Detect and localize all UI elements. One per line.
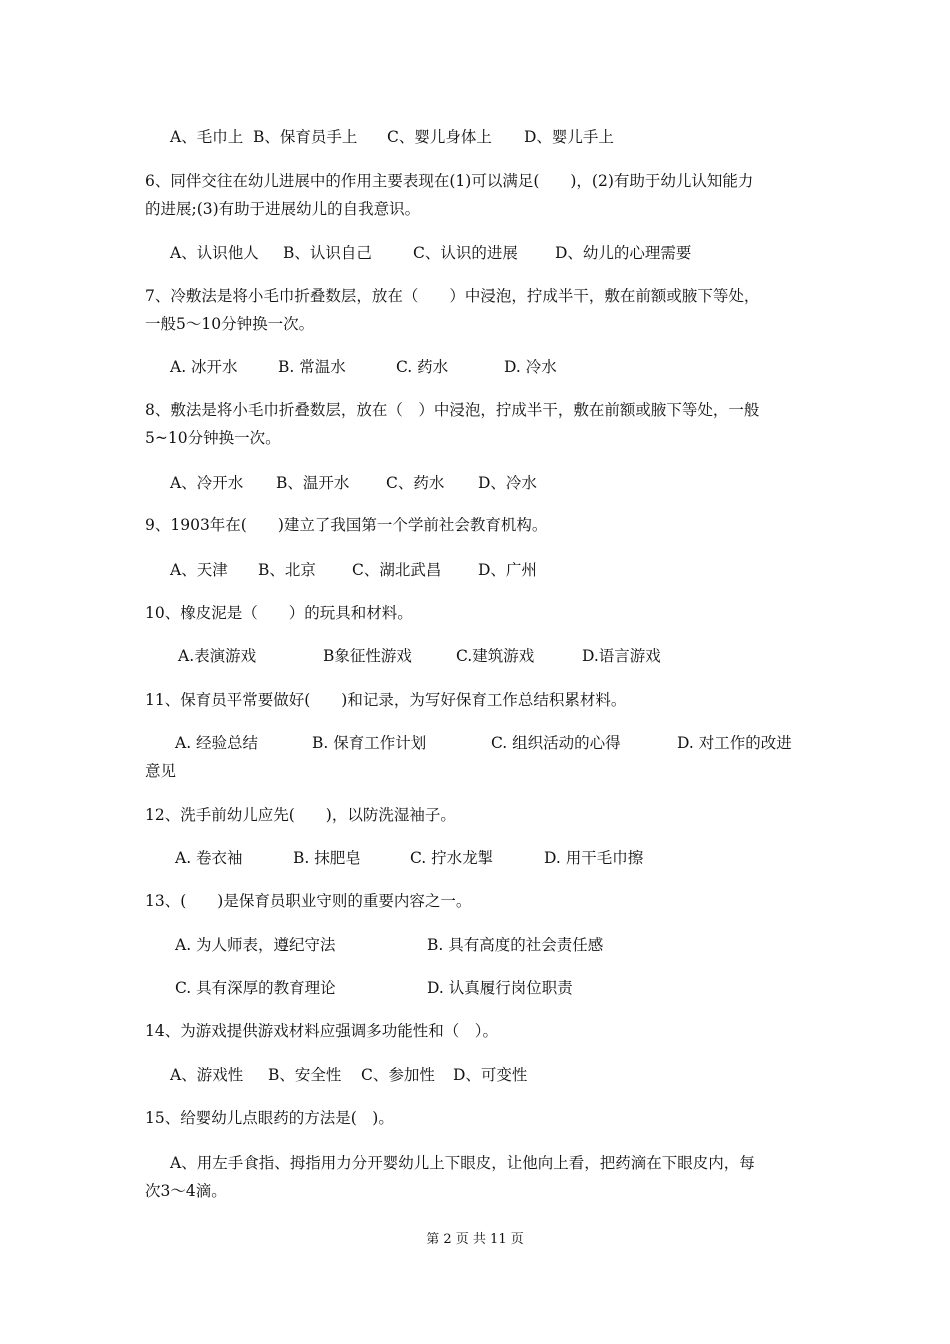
q13-options-row1 <box>175 935 603 955</box>
q15-option-a-line1: A、用左手食指、拇指用力分开婴幼儿上下眼皮，让他向上看，把药滴在下眼皮内，每 <box>170 1154 755 1172</box>
q8-question-line1: 8、敷法是将小毛巾折叠数层，放在（ ）中浸泡，拧成半干，敷在前额或腋下等处，一般 <box>145 401 760 419</box>
q7-question-line2: 一般5～10分钟换一次。 <box>145 315 315 333</box>
q12-option-d: D. 用干毛巾擦 <box>544 849 644 867</box>
q11-options <box>175 733 792 753</box>
q9-option-d: D、广州 <box>478 561 537 579</box>
q9-option-c: C、湖北武昌 <box>352 561 442 579</box>
q6-option-d: D、幼儿的心理需要 <box>555 244 692 262</box>
q8-option-d: D、冷水 <box>478 474 537 492</box>
q7-option-c: C. 药水 <box>396 358 449 376</box>
q6-option-b: B、认识自己 <box>283 244 372 262</box>
q13-option-a: A. 为人师表，遵纪守法 <box>175 936 336 954</box>
q14-options <box>170 1065 527 1085</box>
q6-option-c: C、认识的进展 <box>413 244 518 262</box>
q11-option-a: A. 经验总结 <box>175 734 259 752</box>
q13-option-b: B. 具有高度的社会责任感 <box>427 936 604 954</box>
q8-option-b: B、温开水 <box>276 474 350 492</box>
q8-question-line2: 5~10分钟换一次。 <box>145 429 281 447</box>
q5-option-a: A、毛巾上 <box>170 128 244 146</box>
q14-option-d: D、可变性 <box>453 1066 528 1084</box>
q10-option-b: B象征性游戏 <box>323 647 412 665</box>
q11-option-b: B. 保育工作计划 <box>312 734 427 752</box>
q9-option-b: B、北京 <box>258 561 316 579</box>
q7-option-d: D. 冷水 <box>504 358 557 376</box>
q9-question: 9、1903年在( )建立了我国第一个学前社会教育机构。 <box>145 516 548 534</box>
q11-question: 11、保育员平常要做好( )和记录，为写好保育工作总结积累材料。 <box>145 691 627 709</box>
q5-options <box>170 127 614 147</box>
q12-option-b: B. 抹肥皂 <box>293 849 361 867</box>
q7-option-a: A. 冰开水 <box>170 358 238 376</box>
q5-option-b: B、保育员手上 <box>253 128 358 146</box>
q7-question-line1: 7、冷敷法是将小毛巾折叠数层，放在（ ）中浸泡，拧成半干，敷在前额或腋下等处， <box>145 287 760 305</box>
q11-option-d-continuation: 意见 <box>145 762 177 780</box>
q8-option-c: C、药水 <box>386 474 445 492</box>
q6-options <box>170 243 691 263</box>
q12-option-c: C. 拧水龙掣 <box>410 849 494 867</box>
q12-options <box>175 848 643 868</box>
q10-options <box>178 646 661 666</box>
q10-option-a: A.表演游戏 <box>178 647 257 665</box>
q13-options-row2 <box>175 978 573 998</box>
q9-options <box>170 560 537 580</box>
q10-option-c: C.建筑游戏 <box>456 647 535 665</box>
q6-option-a: A、认识他人 <box>170 244 259 262</box>
q12-option-a: A. 卷衣袖 <box>175 849 243 867</box>
q6-question-line1: 6、同伴交往在幼儿进展中的作用主要表现在(1)可以满足( )，(2)有助于幼儿认知能力 <box>145 172 754 190</box>
q10-question: 10、橡皮泥是（ ）的玩具和材料。 <box>145 604 413 622</box>
q8-options <box>170 473 537 493</box>
q6-question-line2: 的进展;(3)有助于进展幼儿的自我意识。 <box>145 200 421 218</box>
q13-option-d: D. 认真履行岗位职责 <box>427 979 573 997</box>
q8-option-a: A、冷开水 <box>170 474 244 492</box>
q5-option-c: C、婴儿身体上 <box>387 128 492 146</box>
q7-option-b: B. 常温水 <box>278 358 346 376</box>
q12-question: 12、洗手前幼儿应先( )，以防洗湿袖子。 <box>145 806 456 824</box>
q9-option-a: A、天津 <box>170 561 228 579</box>
q7-options <box>170 357 557 377</box>
q13-question: 13、( )是保育员职业守则的重要内容之一。 <box>145 892 472 910</box>
q10-option-d: D.语言游戏 <box>582 647 661 665</box>
page-footer: 第 2 页 共 11 页 <box>426 1232 524 1247</box>
q15-option-a-line2: 次3～4滴。 <box>145 1182 227 1200</box>
q14-option-b: B、安全性 <box>268 1066 342 1084</box>
q14-option-c: C、参加性 <box>361 1066 435 1084</box>
q14-question: 14、为游戏提供游戏材料应强调多功能性和（ ）。 <box>145 1022 498 1040</box>
q11-option-d: D. 对工作的改进 <box>677 734 792 752</box>
q14-option-a: A、游戏性 <box>170 1066 244 1084</box>
q5-option-d: D、婴儿手上 <box>524 128 614 146</box>
q15-question: 15、给婴幼儿点眼药的方法是( )。 <box>145 1109 394 1127</box>
q13-option-c: C. 具有深厚的教育理论 <box>175 979 336 997</box>
q11-option-c: C. 组织活动的心得 <box>491 734 621 752</box>
